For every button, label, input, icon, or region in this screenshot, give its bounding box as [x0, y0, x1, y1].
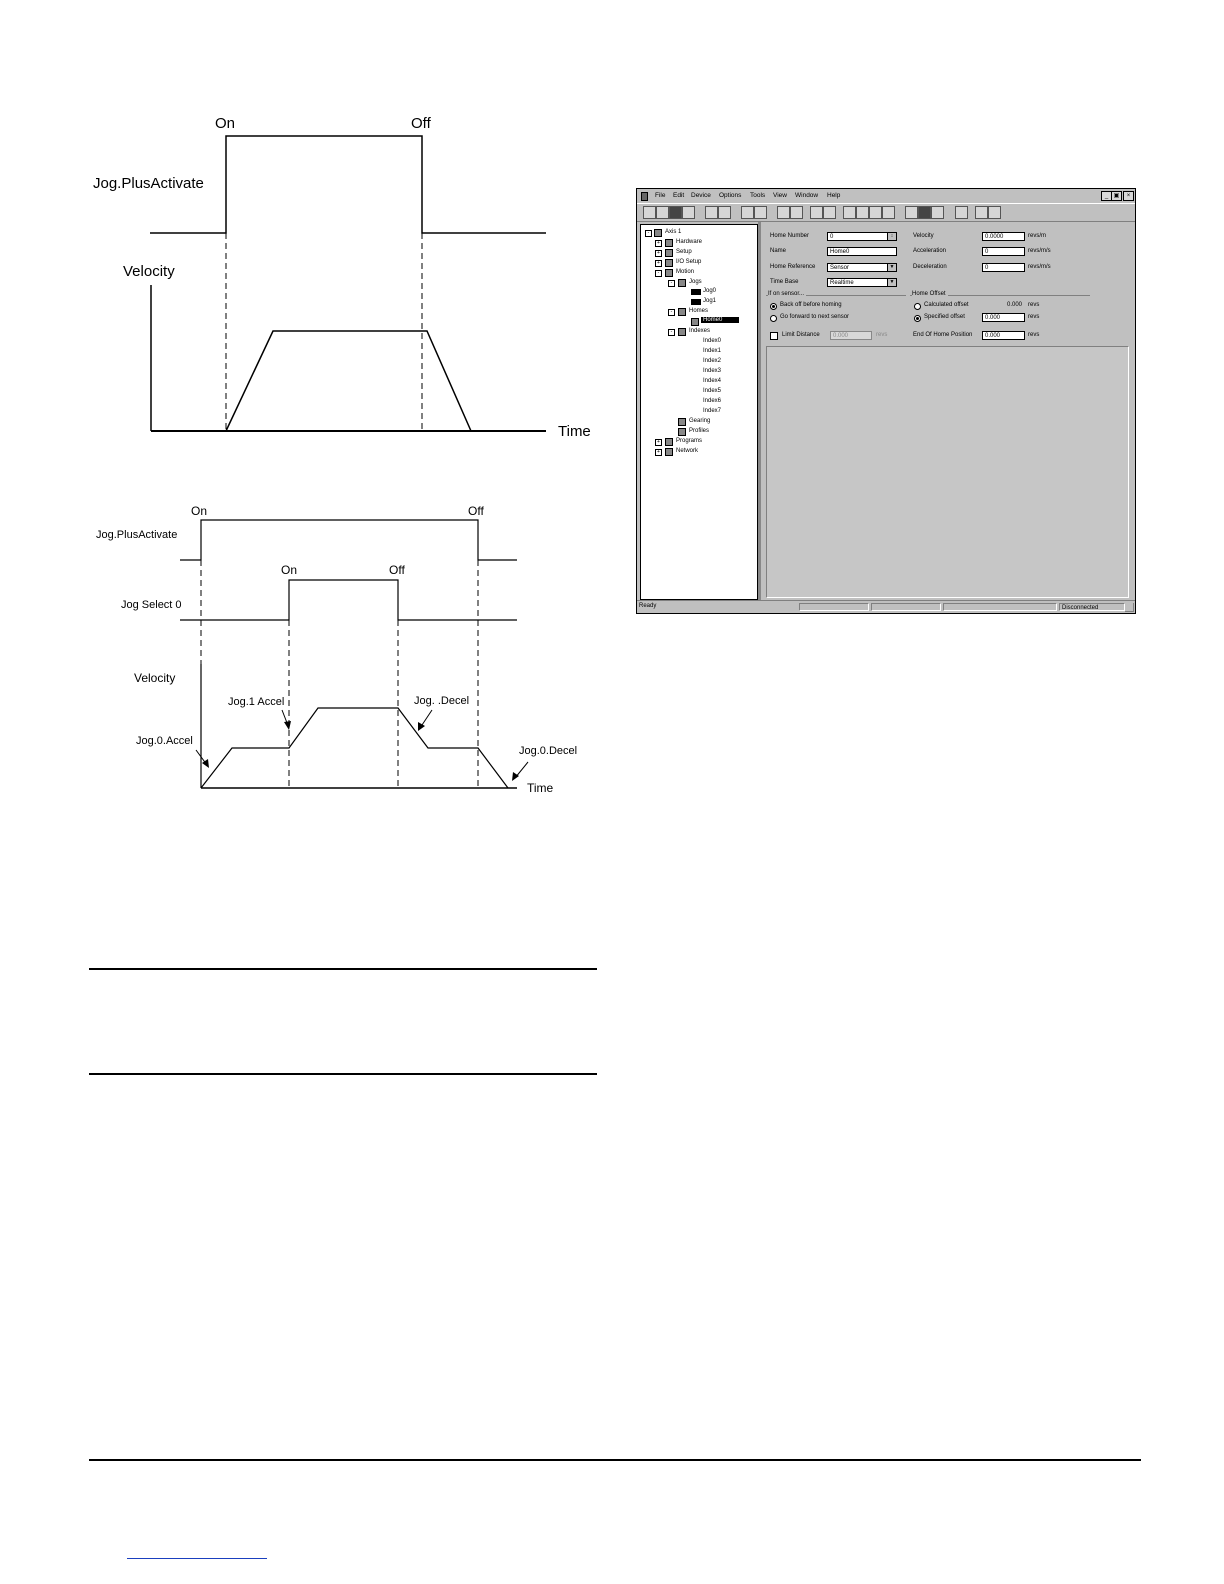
home-reference-value: Sensor	[830, 265, 850, 271]
compile-icon[interactable]	[823, 206, 836, 219]
status-cell-2	[871, 603, 941, 611]
footer-rule	[89, 1459, 1141, 1461]
network-icon	[665, 448, 673, 456]
menu-view[interactable]: View	[773, 192, 787, 199]
d2-time-label: Time	[527, 781, 554, 795]
tree-jog1[interactable]: Jog1	[703, 298, 717, 304]
velocity-unit: revs/m	[1028, 233, 1046, 239]
status-cell-3	[943, 603, 1057, 611]
watch-icon[interactable]	[856, 206, 869, 219]
end-home-field[interactable]	[982, 331, 1025, 340]
tree-hardware[interactable]: Hardware	[676, 239, 703, 245]
limit-distance-label: Limit Distance	[782, 332, 820, 338]
limit-distance-field[interactable]	[830, 331, 872, 340]
menu-bar	[637, 189, 1135, 203]
d2-jog1-accel-label: Jog.1 Accel	[228, 696, 285, 708]
acceleration-field[interactable]	[982, 247, 1025, 256]
tree-jog0[interactable]: Jog0	[703, 288, 717, 294]
limit-distance-unit: revs	[876, 332, 888, 338]
home-reference-select[interactable]	[827, 263, 897, 272]
home-number-label: Home Number	[770, 233, 810, 239]
tree-motion[interactable]: Motion	[676, 269, 695, 275]
d2-jog1-accel-arrowhead	[284, 721, 291, 730]
d2-signal1-waveform	[180, 520, 517, 560]
acceleration-label: Acceleration	[913, 248, 947, 254]
properties-icon[interactable]	[810, 206, 823, 219]
expand-programs-icon[interactable]: +	[655, 439, 662, 446]
tree-index3[interactable]: Index3	[703, 368, 722, 374]
add-icon[interactable]	[777, 206, 790, 219]
menu-tools[interactable]: Tools	[750, 192, 766, 199]
home-number-spinner-icon[interactable]: ↕	[887, 233, 896, 240]
collapse-motion-icon[interactable]: -	[655, 270, 662, 277]
time-base-value: Realtime	[830, 280, 854, 286]
graph-icon[interactable]	[882, 206, 895, 219]
print-icon[interactable]	[682, 206, 695, 219]
menu-help[interactable]: Help	[827, 192, 841, 199]
d2-velocity-profile	[201, 708, 508, 788]
velocity-field[interactable]	[982, 232, 1025, 241]
menu-options[interactable]: Options	[719, 192, 742, 199]
calculated-offset-unit: revs	[1028, 302, 1040, 308]
d2-jog0-decel-arrowhead	[512, 772, 519, 781]
tree-indexes[interactable]: Indexes	[689, 328, 711, 334]
tree-home0-selected[interactable]: Home0	[701, 317, 739, 323]
help-icon[interactable]	[975, 206, 988, 219]
collapse-axis-icon[interactable]: -	[645, 230, 652, 237]
collapse-homes-icon[interactable]: -	[668, 309, 675, 316]
save-icon[interactable]	[669, 206, 682, 219]
menu-device[interactable]: Device	[691, 192, 711, 199]
search-icon[interactable]	[843, 206, 856, 219]
indexes-icon	[678, 328, 686, 336]
tree-gearing[interactable]: Gearing	[689, 418, 711, 424]
end-home-label: End Of Home Position	[913, 332, 973, 338]
axis-icon	[654, 229, 662, 237]
empty-panel	[766, 346, 1129, 598]
app-window	[636, 188, 1136, 614]
d2-signal1-label: Jog.PlusActivate	[96, 529, 178, 541]
name-field[interactable]	[827, 247, 897, 256]
calculated-offset-radio[interactable]	[914, 303, 921, 310]
tree-index6[interactable]: Index6	[703, 398, 722, 404]
device-tree	[640, 224, 758, 600]
home-number-value: 0	[830, 234, 834, 240]
remove-icon[interactable]	[790, 206, 803, 219]
deceleration-value: 0	[985, 265, 989, 271]
resize-grip-icon[interactable]	[1125, 603, 1134, 612]
status-bar	[637, 600, 1135, 613]
deceleration-label: Deceleration	[913, 264, 947, 270]
expand-hardware-icon[interactable]: +	[655, 240, 662, 247]
divider-middle	[89, 1073, 597, 1075]
programs-icon	[665, 438, 673, 446]
home0-icon	[691, 318, 699, 326]
tree-index4[interactable]: Index4	[703, 378, 722, 384]
scope-icon[interactable]	[869, 206, 882, 219]
window-layout-icon[interactable]	[955, 206, 968, 219]
d2-jog-decel-label: Jog. .Decel	[414, 695, 470, 707]
tree-io-setup[interactable]: I/O Setup	[676, 259, 702, 265]
name-label: Name	[770, 248, 787, 254]
d2-velocity-label: Velocity	[134, 671, 176, 685]
d1-signal-label: Jog.PlusActivate	[93, 175, 204, 192]
d2-off1-label: Off	[468, 504, 484, 518]
expand-network-icon[interactable]: +	[655, 449, 662, 456]
name-value: Home0	[830, 249, 850, 255]
menu-file[interactable]: File	[655, 192, 666, 199]
time-base-select[interactable]	[827, 278, 897, 287]
specified-offset-field[interactable]	[982, 313, 1025, 322]
tree-index2[interactable]: Index2	[703, 358, 722, 364]
d2-off2-label: Off	[389, 563, 405, 577]
copy-icon[interactable]	[754, 206, 767, 219]
upload-icon[interactable]	[705, 206, 718, 219]
timing-diagram-1	[80, 100, 620, 460]
d2-jog0-decel-label: Jog.0.Decel	[519, 745, 578, 757]
jog0-arrow-icon	[691, 289, 701, 295]
status-connection: Disconnected	[1059, 603, 1125, 611]
velocity-value: 0.0000	[985, 234, 1004, 240]
tree-homes[interactable]: Homes	[689, 308, 709, 314]
tree-index1[interactable]: Index1	[703, 348, 722, 354]
tree-setup[interactable]: Setup	[676, 249, 692, 255]
status-ready: Ready	[639, 603, 657, 609]
d2-on2-label: On	[281, 563, 298, 577]
collapse-jogs-icon[interactable]: -	[668, 280, 675, 287]
acceleration-value: 0	[985, 249, 989, 255]
d2-jog0-accel-label: Jog.0.Accel	[136, 735, 193, 747]
splitter[interactable]	[758, 222, 761, 600]
tree-index0[interactable]: Index0	[703, 338, 722, 344]
toolbar	[637, 203, 1135, 222]
new-file-icon[interactable]	[643, 206, 656, 219]
deceleration-field[interactable]	[982, 263, 1025, 272]
d2-signal2-label: Jog Select 0	[121, 599, 182, 611]
status-cell-1	[799, 603, 869, 611]
d2-jog-decel-arrowhead	[418, 722, 425, 731]
home-number-field[interactable]	[827, 232, 897, 241]
go-forward-label: Go forward to next sensor	[780, 314, 850, 320]
velocity-label: Velocity	[913, 233, 934, 239]
d1-velocity-profile	[226, 331, 471, 431]
d1-velocity-label: Velocity	[123, 263, 175, 280]
go-forward-radio[interactable]	[770, 315, 777, 322]
specified-offset-label: Specified offset	[924, 314, 965, 320]
end-home-unit: revs	[1028, 332, 1040, 338]
open-file-icon[interactable]	[656, 206, 669, 219]
hardware-icon	[665, 239, 673, 247]
calculated-offset-value: 0.000	[1007, 302, 1023, 308]
chevron-down-icon[interactable]: ▼	[887, 279, 896, 286]
home-reference-label: Home Reference	[770, 264, 816, 270]
back-off-label: Back off before homing	[780, 302, 842, 308]
tree-index5[interactable]: Index5	[703, 388, 722, 394]
d1-signal-waveform	[150, 136, 546, 233]
app-icon	[641, 192, 648, 201]
d1-time-label: Time	[558, 423, 591, 440]
d2-signal2-waveform	[180, 580, 517, 620]
tree-programs[interactable]: Programs	[676, 438, 703, 444]
gearing-icon	[678, 418, 686, 426]
tree-axis[interactable]: Axis 1	[665, 229, 682, 235]
jogs-icon	[678, 279, 686, 287]
jog1-arrow-icon	[691, 299, 701, 305]
pause-icon[interactable]	[931, 206, 944, 219]
restore-icon[interactable]: ▣	[1111, 191, 1122, 201]
chevron-down-icon[interactable]: ▼	[887, 264, 896, 271]
divider-top	[89, 968, 597, 970]
d1-off-label: Off	[411, 115, 431, 132]
d2-on1-label: On	[191, 504, 208, 518]
profiles-icon	[678, 428, 686, 436]
timing-diagram-2	[80, 495, 620, 805]
motion-icon	[665, 269, 673, 277]
download-icon[interactable]	[718, 206, 731, 219]
run-icon[interactable]	[905, 206, 918, 219]
context-help-icon[interactable]	[988, 206, 1001, 219]
collapse-indexes-icon[interactable]: -	[668, 329, 675, 336]
stop-icon[interactable]	[918, 206, 931, 219]
tree-index7[interactable]: Index7	[703, 408, 722, 414]
end-home-value: 0.000	[985, 333, 1001, 339]
deceleration-unit: revs/m/s	[1028, 264, 1051, 270]
specified-offset-value: 0.000	[985, 315, 1001, 321]
limit-distance-value: 0.000	[833, 333, 849, 339]
home-settings-form	[762, 222, 1132, 600]
close-icon[interactable]: ×	[1123, 191, 1134, 201]
minimize-icon[interactable]: _	[1101, 191, 1112, 201]
homes-icon	[678, 308, 686, 316]
menu-window[interactable]: Window	[795, 192, 819, 199]
tree-jogs[interactable]: Jogs	[689, 279, 702, 285]
back-off-radio[interactable]	[770, 303, 777, 310]
setup-icon	[665, 249, 673, 257]
d1-on-label: On	[215, 115, 236, 132]
home-offset-label: Home Offset	[912, 291, 946, 297]
expand-io-setup-icon[interactable]: +	[655, 260, 662, 267]
tree-network[interactable]: Network	[676, 448, 699, 454]
cut-icon[interactable]	[741, 206, 754, 219]
limit-distance-checkbox[interactable]	[770, 332, 778, 340]
expand-setup-icon[interactable]: +	[655, 250, 662, 257]
io-setup-icon	[665, 259, 673, 267]
footer-link-underline	[127, 1558, 267, 1559]
calculated-offset-label: Calculated offset	[924, 302, 969, 308]
time-base-label: Time Base	[770, 279, 799, 285]
tree-profiles[interactable]: Profiles	[689, 428, 710, 434]
menu-edit[interactable]: Edit	[673, 192, 685, 199]
specified-offset-radio[interactable]	[914, 315, 921, 322]
specified-offset-unit: revs	[1028, 314, 1040, 320]
if-on-sensor-label: If on sensor...	[768, 291, 805, 297]
acceleration-unit: revs/m/s	[1028, 248, 1051, 254]
